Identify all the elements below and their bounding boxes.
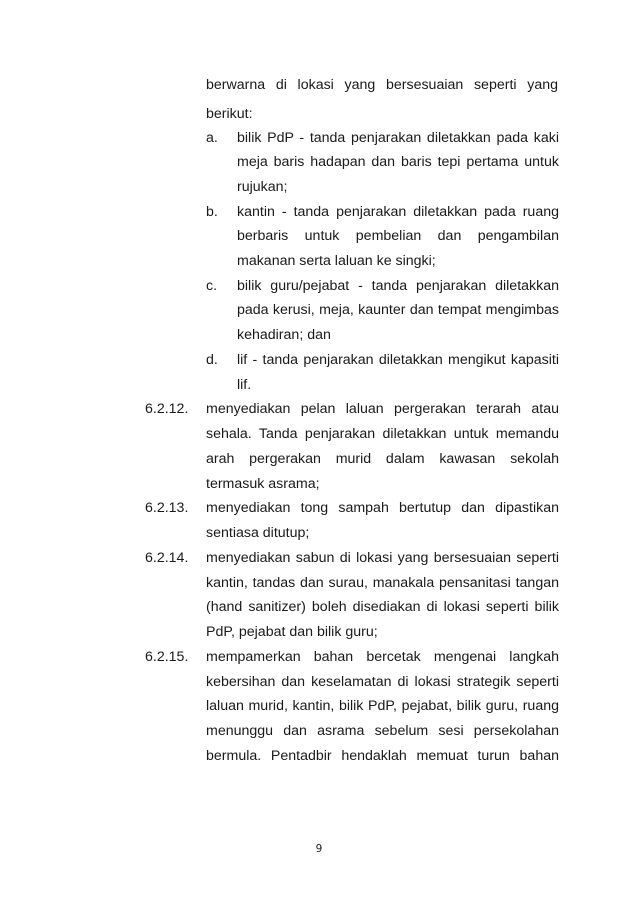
list-item-line: meja baris hadapan dan baris tepi pertama untuk [237,154,559,170]
section-line: mempamerkan bahan bercetak mengenai langkah [206,649,559,665]
page-number: 9 [315,843,323,855]
section-line: menyediakan tong sampah bertutup dan dipastikan [206,500,559,516]
section-number: 6.2.12. [145,401,189,417]
section-number: 6.2.13. [145,500,189,516]
list-marker: b. [206,204,218,220]
list-item-line: kehadiran; dan [237,327,331,343]
section-line: sehala. Tanda penjarakan diletakkan untuk memandu [206,426,559,442]
intro-line: berikut: [206,106,253,122]
list-item-line: pada kerusi, meja, kaunter dan tempat mengimbas [237,302,559,318]
section-line: menunggu dan asrama sebelum sesi persekolahan [206,723,559,739]
list-marker: a. [206,130,218,146]
list-item-line: kantin - tanda penjarakan diletakkan pada ruang [237,204,559,220]
list-item-line: makanan serta laluan ke singki; [237,253,436,269]
section-line: termasuk asrama; [206,476,320,492]
section-line: menyediakan pelan laluan pergerakan terarah atau [206,401,559,417]
section-line: PdP, pejabat dan bilik guru; [206,624,378,640]
section-line: (hand sanitizer) boleh disediakan di lokasi seperti bilik [206,599,559,615]
section-line: menyediakan sabun di lokasi yang bersesuaian seperti [206,550,559,566]
section-number: 6.2.15. [145,649,189,665]
section-line: kantin, tandas dan surau, manakala pensanitasi tangan [206,575,559,591]
section-line: sentiasa ditutup; [206,525,310,541]
intro-line: berwarna di lokasi yang bersesuaian seperti yang [206,77,558,93]
section-number: 6.2.14. [145,550,189,566]
list-marker: c. [206,278,218,294]
section-line: bermula. Pentadbir hendaklah memuat turun bahan [206,748,559,764]
list-item-line: lif. [237,377,252,393]
list-item-line: bilik guru/pejabat - tanda penjarakan diletakkan [237,278,559,294]
list-item-line: rujukan; [237,179,288,195]
list-item-line: lif - tanda penjarakan diletakkan mengikut kapasiti [237,352,559,368]
section-line: laluan murid, kantin, bilik PdP, pejabat, bilik guru, ruang [206,698,559,714]
section-line: kebersihan dan keselamatan di lokasi strategik seperti [206,674,559,690]
list-item-line: bilik PdP - tanda penjarakan diletakkan pada kaki [237,130,559,146]
section-line: arah pergerakan murid dalam kawasan sekolah [206,451,559,467]
list-marker: d. [206,352,218,368]
list-item-line: berbaris untuk pembelian dan pengambilan [237,228,559,244]
